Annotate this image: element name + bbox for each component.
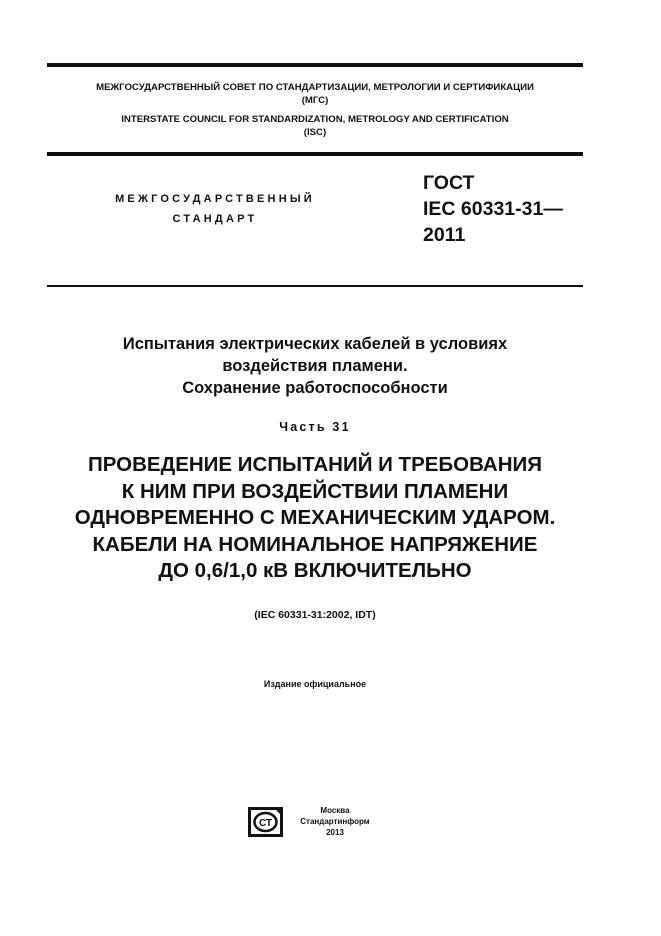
- subtitle-line2: К НИМ ПРИ ВОЗДЕЙСТВИИ ПЛАМЕНИ: [121, 479, 509, 503]
- council-ru-abbr: (МГС): [301, 95, 329, 106]
- gost-designation: [423, 170, 563, 248]
- publisher-city: Москва: [320, 806, 350, 815]
- main-title: [40, 333, 590, 399]
- designation-divider: [47, 285, 583, 287]
- standard-type-line1: МЕЖГОСУДАРСТВЕННЫЙ: [115, 193, 315, 205]
- title-line1: Испытания электрических кабелей в условиях: [122, 335, 508, 353]
- svg-text:СТ: СТ: [258, 818, 273, 829]
- council-en: INTERSTATE COUNCIL FOR STANDARDIZATION, METROLOGY AND CERTIFICATION: [121, 114, 509, 125]
- publisher-logo: [248, 807, 283, 837]
- council-en-abbr: (ISC): [303, 127, 327, 138]
- subtitle-line5: ДО 0,6/1,0 кВ ВКЛЮЧИТЕЛЬНО: [158, 559, 472, 582]
- publisher-info: [290, 805, 380, 838]
- council-ru: МЕЖГОСУДАРСТВЕННЫЙ СОВЕТ ПО СТАНДАРТИЗАЦИИ, МЕТРОЛОГИИ И СЕРТИФИКАЦИИ: [96, 82, 534, 93]
- edition-label: Издание официальное: [263, 679, 367, 689]
- publisher-year: 2013: [326, 828, 344, 837]
- council-header: [40, 81, 590, 139]
- subtitle: [40, 452, 590, 585]
- iec-reference: (IEC 60331-31:2002, IDT): [254, 609, 376, 621]
- top-rule: [47, 63, 583, 67]
- title-line2: воздействия пламени.: [222, 357, 408, 375]
- header-divider: [47, 152, 583, 156]
- gost-line1: ГОСТ: [423, 172, 475, 194]
- gost-line3: 2011: [423, 224, 466, 246]
- standard-type-line2: СТАНДАРТ: [172, 213, 258, 225]
- subtitle-line3: ОДНОВРЕМЕННО С МЕХАНИЧЕСКИМ УДАРОМ.: [74, 506, 556, 529]
- standartinform-logo-icon: [248, 807, 283, 837]
- publisher-name: Стандартинформ: [300, 817, 370, 826]
- subtitle-line1: ПРОВЕДЕНИЕ ИСПЫТАНИЙ И ТРЕБОВАНИЯ: [88, 453, 542, 476]
- subtitle-line4: КАБЕЛИ НА НОМИНАЛЬНОЕ НАПРЯЖЕНИЕ: [92, 532, 538, 556]
- title-line3: Сохранение работоспособности: [182, 379, 448, 397]
- gost-line2: IEC 60331-31—: [423, 198, 563, 220]
- part-label: Часть 31: [279, 420, 351, 434]
- standard-type: [70, 189, 360, 229]
